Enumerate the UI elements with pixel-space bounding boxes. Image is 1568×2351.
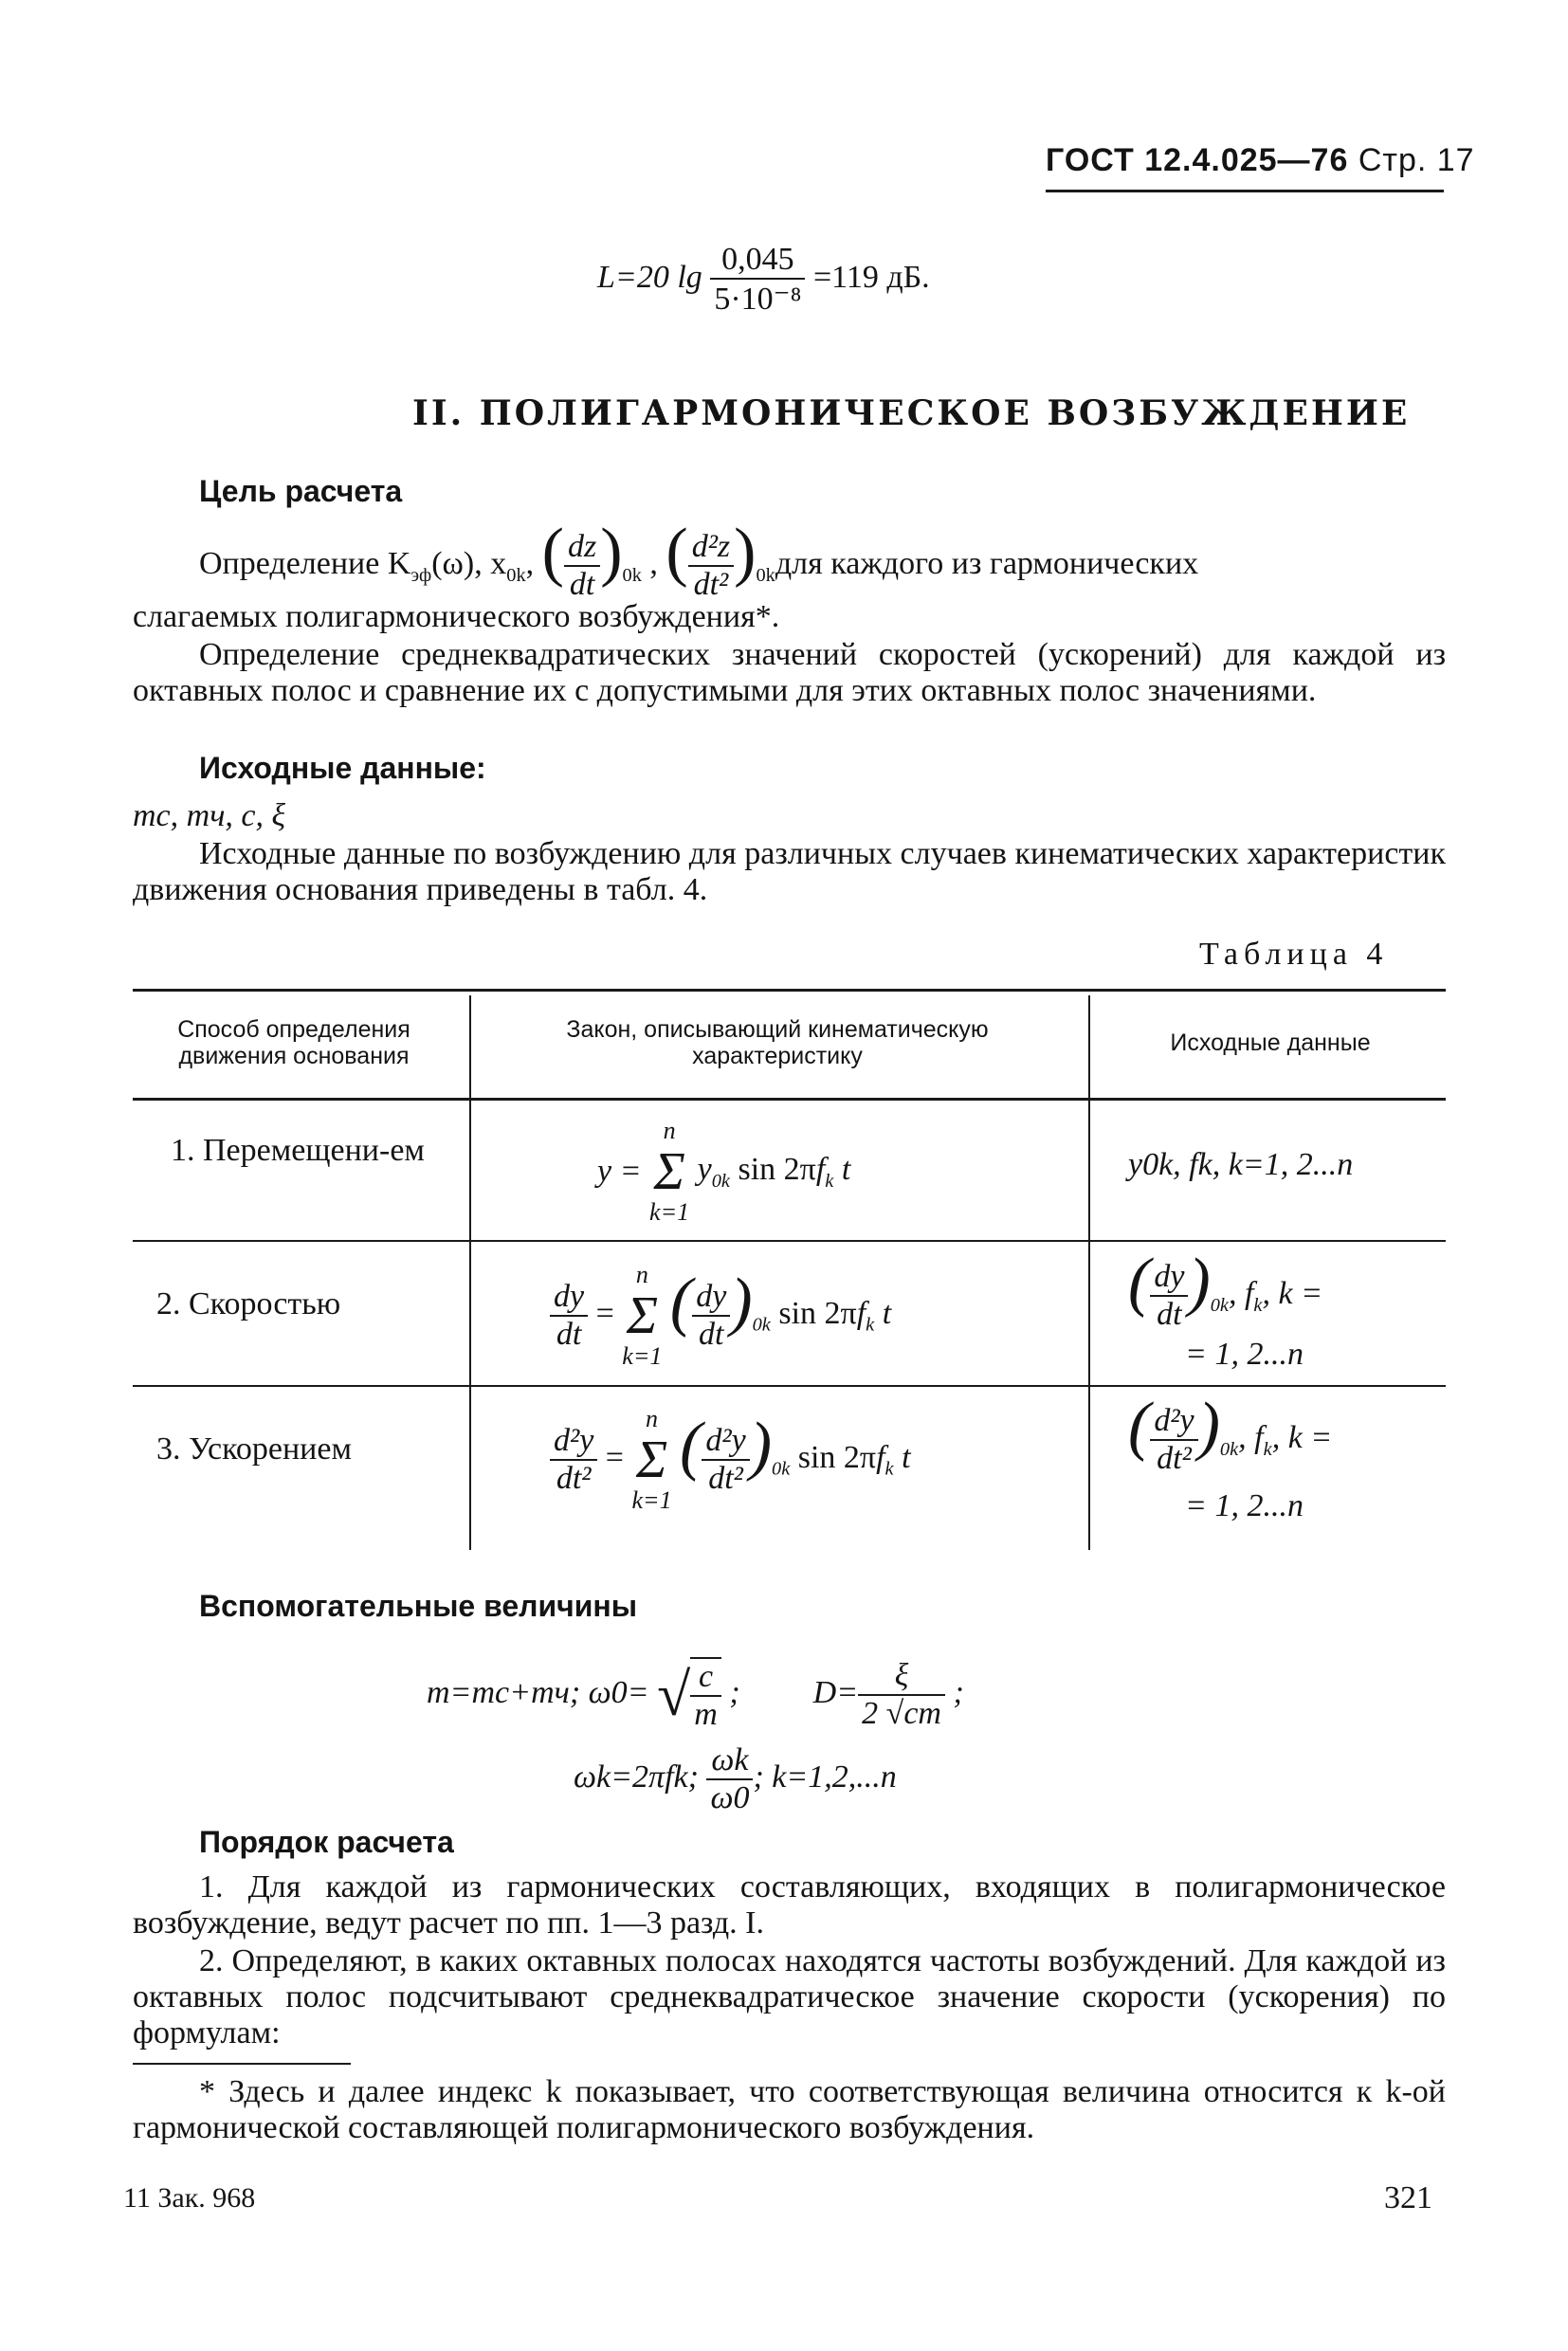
table-row-rule-1 [133, 1240, 1446, 1242]
table-col-rule-1 [469, 995, 471, 1550]
table-header-rule [133, 1098, 1446, 1101]
table-row-1-method: 1. Перемещени-ем [171, 1133, 425, 1168]
aux-equation-2: ωk=2πfk; $\frac{\omega k}{\omega 0}$ ; k=1,2,...n [574, 1742, 897, 1815]
goal-paragraph: Определение среднеквадратических значений скоростей (ускорений) для каждой из октавных полос и сравнение их с допустимыми для этих октавных полос значениями. [133, 637, 1446, 708]
table-row-3-law: $\frac{\text{d²y}}{\text{dt²}}$ = n Σ k=1 ( $\frac{\text{d²y}}{\text{dt²}}$ )$_{0k}$ $\sin 2\pi f_k$ t [550, 1405, 911, 1515]
table-row-2-method: 2. Скоростью [156, 1286, 341, 1321]
page-label: Стр. 17 [1358, 142, 1475, 178]
procedure-heading: Порядок расчета [199, 1825, 454, 1859]
footer-order-number: 11 Зак. 968 [123, 2182, 256, 2214]
table-row-2-data: ( $\frac{dy}{dt}$ )$_{0k}$, $f_k$, k = [1128, 1246, 1323, 1333]
goal-line1: Определение $K_{эф}(\omega)$, $x_{0k}$, ( $\frac{dz}{dt}$ )$_{0k}$ , ( $\frac{\text{d²z}}{\text{dt²}}$ )$_{0k}для$ каждого из гармонических [199, 516, 1199, 603]
table-header-data: Исходные данные [1170, 1030, 1371, 1056]
table-caption: Таблица 4 [1199, 937, 1389, 972]
goal-line2: слагаемых полигармонического возбуждения*. [133, 599, 780, 634]
page-number: 321 [1384, 2180, 1432, 2215]
goal-heading: Цель расчета [199, 474, 403, 508]
input-symbols: mc, mч, c, ξ [133, 798, 286, 833]
input-paragraph: Исходные данные по возбуждению для различных случаев кинематических характеристик движения основания приведены в табл. 4. [133, 836, 1446, 907]
procedure-item-2: 2. Определяют, в каких октавных полосах находятся частоты возбуждений. Для каждой из октавных полос подсчитывают среднеквадратическое значение скорости (ускорения) по формулам: [133, 1943, 1446, 2050]
table-header-method: Способ определения движения основания [177, 1016, 410, 1069]
table-row-3-data: ( $\frac{\text{d²y}}{\text{dt²}}$ )$_{0k}$, $f_k$, k = [1128, 1390, 1333, 1477]
standard-number: ГОСТ 12.4.025—76 [1046, 142, 1349, 178]
table-row-1-data: y0k, fk, k=1, 2...n [1128, 1147, 1354, 1182]
table-row-rule-2 [133, 1385, 1446, 1387]
table-top-rule [133, 989, 1446, 992]
aux-heading: Вспомогательные величины [199, 1589, 638, 1623]
header-rule [1046, 190, 1444, 192]
table-row-3-method: 3. Ускорением [156, 1431, 352, 1467]
footnote-rule [133, 2063, 351, 2065]
section-title: II. ПОЛИГАРМОНИЧЕСКОЕ ВОЗБУЖДЕНИЕ [412, 393, 1411, 433]
table-row-1-law: y = n Σ k=1 $y_{0k}$ $\sin 2\pi f_k$ t [597, 1117, 851, 1226]
table-row-2-law: $\frac{dy}{dt}$ = n Σ k=1 ( $\frac{dy}{dt}$ )$_{0k}$ $\sin 2\pi f_k$ t [550, 1261, 891, 1371]
table-header-law: Закон, описывающий кинематическую характеристику [566, 1016, 989, 1069]
top-formula: L=20 lg $\frac{0,045}{\text{5·10⁻⁸}}$ =119 дБ. [597, 242, 930, 317]
table-row-2-data-cont: = 1, 2...n [1185, 1337, 1304, 1372]
aux-equation-1: m=mc+mч; ω0= √ $\frac{c}{m}$ ; D= $\frac{\xi}{2 √cm}$ ; [427, 1658, 964, 1732]
page-header [1046, 142, 1475, 179]
table-row-3-data-cont: = 1, 2...n [1185, 1488, 1304, 1523]
table-col-rule-2 [1088, 995, 1090, 1550]
procedure-item-1: 1. Для каждой из гармонических составляющих, входящих в полигармоническое возбуждение, ведут расчет по пп. 1—3 разд. I. [133, 1869, 1446, 1941]
input-heading: Исходные данные: [199, 751, 486, 785]
footnote: * Здесь и далее индекс k показывает, что соответствующая величина относится к k-ой гармонической составляющей полигармонического возбуждения. [133, 2074, 1446, 2145]
